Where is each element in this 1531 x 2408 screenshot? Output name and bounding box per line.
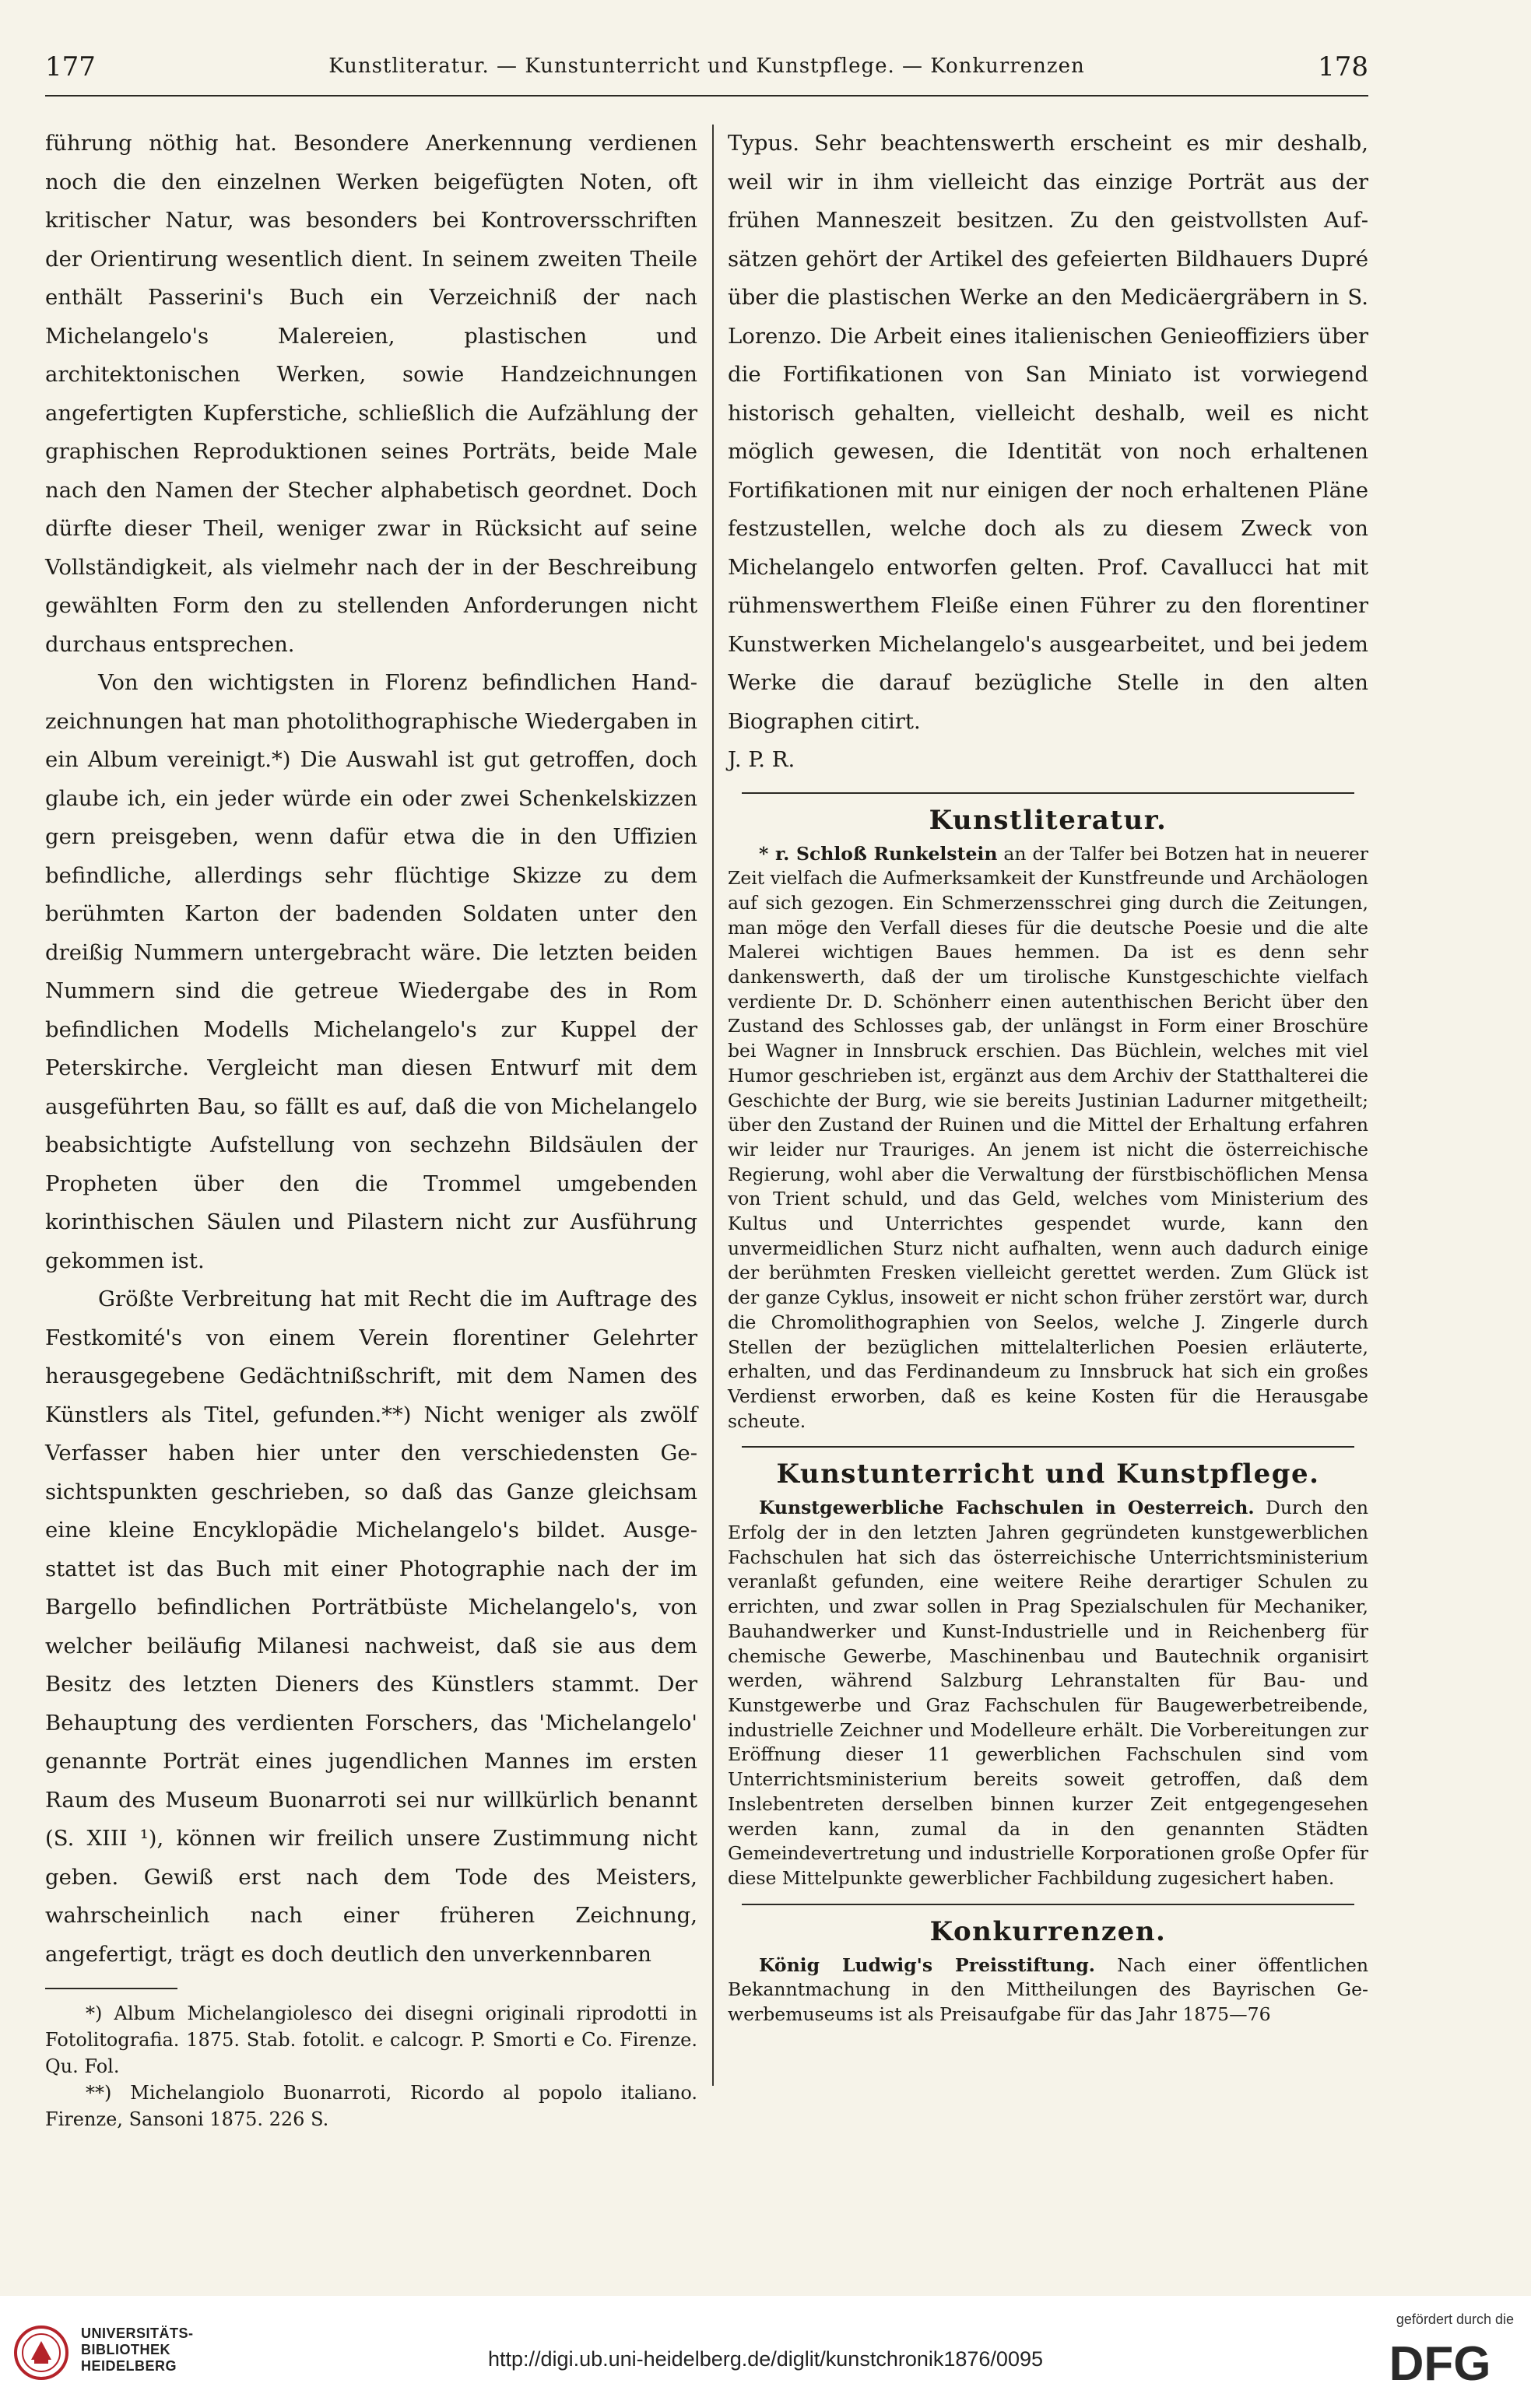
library-name: UNIVERSITÄTS- BIBLIOTHEK HEIDELBERG	[81, 2326, 194, 2374]
funding-note: gefördert durch die	[1396, 2311, 1514, 2327]
running-title: Kunstliteratur. — Kunstunterricht und Kunstpflege. — Konkurrenzen	[328, 54, 1085, 78]
paragraph-text: Durch den Erfolg der in den letzten Jahren gegründeten kunstgewerblichen Fachschulen hat sich das österreichische Unterrichtsministerium veranlaßt gefunden, eine weitere Reihe derartiger Schulen zu errichten, und zwar sollen in Prag Spezialschulen für Mechaniker, Bauhandwerker und Kunst-Industrielle und in Reichenberg für chemische Gewerbe, Maschinenbau und Bautechnik organisirt werden, während Salzburg Lehranstalten für Bau- und Kunstgewerbe und Graz Fachschulen für Baugewerbetreibende, industrielle Zeichner und Modelleure erhält. Die Vorbereitungen zur Eröffnung dieser 11 gewerblichen Fachschulen sind vom Unterrichtsministerium bereits soweit getroffen, daß dem Inslebentreten derselben binnen kurzer Zeit entgegengesehen werden kann, zumal da in den genannten Städten Gemeindevertretung und industrielle Korporationen große Opfer für diese Mittelpunkte gewerblicher Fachbildung zugesichert haben.	[728, 1497, 1368, 1889]
section-title: Kunstunterricht und Kunstpflege.	[776, 1458, 1320, 1490]
section-body	[728, 842, 1368, 1434]
section-rule	[742, 792, 1354, 794]
section-body	[728, 1496, 1368, 1890]
header-rule	[45, 95, 1368, 97]
page-number-right: 178	[1318, 51, 1368, 82]
section-rule	[742, 1904, 1354, 1905]
dfg-logo-text: DFG	[1389, 2337, 1491, 2388]
source-url-link[interactable]: http://digi.ub.uni-heidelberg.de/diglit/kunstchronik1876/0095	[488, 2347, 1043, 2371]
column-divider	[712, 125, 714, 2086]
footnotes	[45, 2000, 697, 2132]
paragraph-text: Nach einer öffentlichen Bekanntmachung in den Mittheilungen des Bayrischen Gewerbemuseums ist als Preisaufgabe für das Jahr 1875—76	[728, 1953, 1368, 2026]
page-header	[45, 51, 1368, 92]
section-body	[728, 1953, 1368, 2027]
page-number-left: 177	[45, 51, 96, 82]
paragraph	[728, 842, 1368, 1434]
lead-in: * r. Schloß Runkelstein	[759, 842, 998, 865]
paragraph: Größte Verbreitung hat mit Recht die im Auftrage des Festkomité's von einem Verein florentiner Gelehrter herausgegebene Gedächtnißschrift, mit dem Namen des Künstlers als Titel, gefunden.**) Nicht weniger als zwölf Verfasser haben hier unter den verschiedensten Gesichtspunkten geschrieben, so daß das Ganze gleichsam eine kleine Encyklopädie Michelangelo's bildet. Ausgestattet ist das Buch mit einer Photographie nach der im Bargello befindlichen Porträtbüste Michelangelo's, von welcher beiläufig Milanesi nachweist, daß sie aus dem Besitz des letzten Dieners des Künstlers stammt. Der Behauptung des verdienten Forschers, das 'Michelangelo' genannte Porträt eines jugendlichen Mannes im ersten Raum des Museum Buonarroti sei nur willkürlich benannt (S. XIII ¹), können wir freilich unsere Zustimmung nicht geben. Gewiß erst nach dem Tode des Meisters, wahrscheinlich nach einer früheren Zeichnung, angefertigt, trägt es doch deutlich den unverkennbaren	[45, 1286, 697, 1967]
paragraph: Von den wichtigsten in Florenz befindlichen Handzeichnungen hat man photolithographische Wiedergaben in ein Album vereinigt.*) Die Auswahl ist gut getroffen, doch glaube ich, ein jeder würde ein oder zwei Schenkelskizzen gern preisgeben, wenn dafür etwa die in den Uffizien befindliche, allerdings sehr flüchtige Skizze zu dem berühmten Karton der badenden Soldaten unter den dreißig Nummern untergebracht wäre. Die letzten beiden Nummern sind die getreue Wiedergabe des in Rom befindlichen Modells Michelangelo's zur Kuppel der Peterskirche. Vergleicht man diesen Entwurf mit dem ausgeführten Bau, so fällt es auf, daß die von Michelangelo beabsichtigte Aufstellung von sechzehn Bildsäulen der Propheten über den die Trommel umgebenden korinthischen Säulen und Pilastern nicht zur Ausführung gekommen ist.	[45, 670, 697, 1273]
paragraph-text: an der Talfer bei Botzen hat in neuerer Zeit vielfach die Aufmerksamkeit der Kunstfreunde und Archäologen auf sich gezogen. Ein Schmerzensschrei ging durch die Zeitungen, man möge den Verfall dieses für die deutsche Poesie und die alte Malerei wichtigen Baues hemmen. Da ist es denn sehr dankenswerth, daß der um tirolische Kunstgeschichte vielfach verdiente Dr. D. Schönherr einen autenthischen Bericht über den Zustand des Schlosses gab, der unlängst in Form einer Broschüre bei Wagner in Innsbruck erschien. Das Büchlein, welches mit viel Humor geschrieben ist, ergänzt aus dem Archiv der Statthalterei die Geschichte der Burg, wie sie bereits Justinian Ladurner mitgetheilt; über den Zustand der Ruinen und die Mittel der Erhaltung erfahren wir leider nur Trauriges. An jenem ist nicht die österreichische Regierung, wohl aber die Verwaltung der fürstbischöflichen Mensa von Trient schuld, und das Geld, welches vom Ministerium des Kultus und Unterrichtes gespendet wurde, kann den unvermeidlichen Sturz nicht aufhalten, wenn auch dadurch einige der berühmten Fresken vielleicht gerettet werden. Zum Glück ist der ganze Cyklus, insoweit er nicht schon früher zerstört war, durch die Chromolithographien von Seelos, welche J. Zingerle durch Stellen der bezüglichen mittelalterlichen Poesien erläuterte, erhalten, und das Ferdinandeum zu Innsbruck hat sich ein großes Verdienst erworben, daß es keine Kosten für die Herausgabe scheute.	[728, 842, 1368, 1432]
section-title: Konkurrenzen.	[929, 1915, 1167, 1947]
paragraph: führung nöthig hat. Besondere Anerkennung verdienen noch die den einzelnen Werken beigefügten Noten, oft kritischer Natur, was besonders bei Kontroversschriften der Orientirung wesentlich dient. In seinem zweiten Theile enthält Passerini's Buch ein Verzeichniß der nach Michelangelo's Malereien, plastischen und architektonischen Werken, sowie Handzeichnungen angefertigten Kupferstiche, schließlich die Aufzählung der graphischen Reproduktionen seines Porträts, beide Male nach den Namen der Stecher alphabetisch geordnet. Doch dürfte dieser Theil, weniger zwar in Rücksicht auf seine Vollständigkeit, als vielmehr nach der in der Beschreibung gewählten Form den zu stellenden Anforderungen nicht durchaus entsprechen.	[45, 131, 697, 657]
lead-in: König Ludwig's Preisstiftung.	[759, 1953, 1095, 1976]
section-rule	[742, 1446, 1354, 1448]
dfg-logo-icon	[1366, 2336, 1514, 2388]
footnote: *) Album Michelangiolesco dei disegni originali riprodotti in Fotolitografia. 1875. Stab. fotolit. e calcogr. P. Smorti e Co. Firenze. Qu. Fol.	[45, 2003, 697, 2077]
paragraph: Typus. Sehr beachtenswerth erscheint es mir deshalb, weil wir in ihm vielleicht das einzige Porträt aus der frühen Manneszeit besitzen. Zu den geistvollsten Aufsätzen gehört der Artikel des gefeierten Bildhauers Dupré über die plastischen Werke an den Medicäergräbern in S. Lorenzo. Die Arbeit eines italienischen Genieoffiziers über die Fortifikationen von San Miniato ist vorwiegend historisch gehalten, vielleicht deshalb, weil es nicht möglich gewesen, die Identität von noch erhaltenen Fortifikationen mit nur einigen der noch erhaltenen Pläne festzustellen, welche doch als zu diesem Zweck von Michelangelo entworfen gelten. Prof. Cavallucci hat mit rühmenswerthem Fleiße einen Führer zu den florentiner Kunstwerken Michelangelo's ausgearbeitet, und bei jedem Werke die darauf bezügliche Stelle in den alten Biographen citirt.	[728, 131, 1368, 734]
author-signature: J. P. R.	[728, 747, 795, 772]
paragraph	[728, 1953, 1368, 2027]
left-column	[45, 125, 697, 2132]
footnote-rule	[45, 1988, 177, 1989]
lead-in: Kunstgewerbliche Fachschulen in Oesterreich.	[759, 1497, 1255, 1519]
footnote: **) Michelangiolo Buonarroti, Ricordo al popolo italiano. Firenze, Sansoni 1875. 226 S.	[45, 2082, 697, 2130]
right-column	[728, 125, 1368, 2027]
section-title: Kunstliteratur.	[929, 804, 1168, 836]
paragraph	[728, 1496, 1368, 1890]
